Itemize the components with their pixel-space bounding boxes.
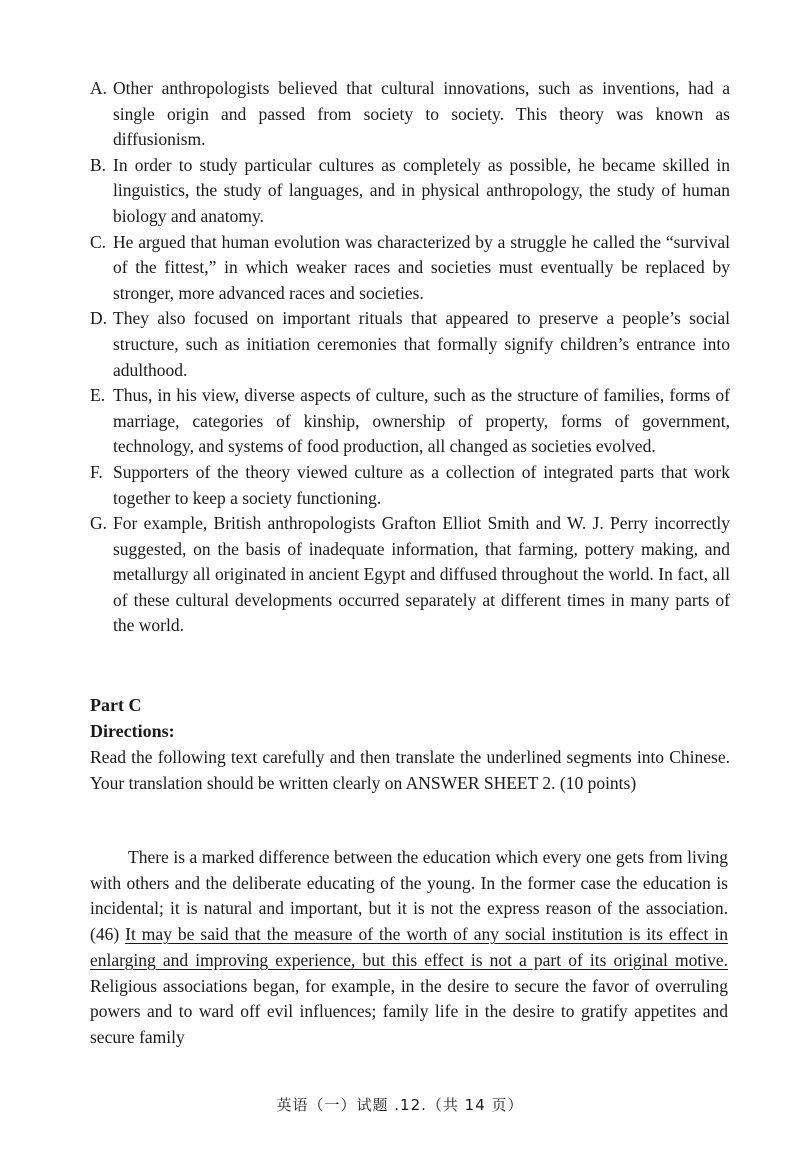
option-letter: D. (90, 308, 108, 329)
option-d (90, 306, 730, 383)
underlined-segment-46: It may be said that the measure of the worth of any social institution is its effect in enlarging and improving experience, but this effect is not a part of its original motive. (90, 924, 729, 970)
part-c-section (90, 692, 730, 796)
option-g (90, 511, 730, 639)
option-letter: G. (90, 513, 108, 534)
option-letter: A. (90, 78, 108, 98)
option-f (90, 460, 730, 511)
option-b (90, 153, 730, 230)
passage-intro: There is a marked difference between the education which every one gets from living with others and the deliberate educating of the young. In the former case the education is incidental; it is natural and important, but it is not the express reason of the association. (46) (90, 847, 728, 945)
directions-label: Directions: (90, 721, 175, 741)
option-text: Other anthropologists believed that cultural innovations, such as inventions, had a single origin and passed from society to society. This theory was known as diffusionism. (113, 78, 730, 150)
option-text: Thus, in his view, diverse aspects of culture, such as the structure of families, forms of marriage, categories of kinship, ownership of property, forms of government, technology, and systems of food production, all changed as societies evolved. (113, 385, 730, 457)
part-title: Part C (90, 695, 142, 715)
option-text: He argued that human evolution was characterized by a struggle he called the “survival of the fittest,” in which weaker races and societies must eventually be replaced by stronger, more advanced races and societies. (113, 231, 730, 303)
page-footer: 英语（一）试题 .12.（共 14 页） (276, 1096, 524, 1114)
option-c (90, 230, 730, 307)
option-text: In order to study particular cultures as completely as possible, he became skilled in linguistics, the study of languages, and in physical anthropology, the study of human biology and anatomy. (113, 154, 730, 226)
option-letter: C. (90, 231, 107, 252)
option-text: Supporters of the theory viewed culture as a collection of integrated parts that work together to keep a society functioning. (113, 461, 730, 508)
options-list (90, 76, 730, 639)
option-text: They also focused on important rituals that appeared to preserve a people’s social structure, such as initiation ceremonies that formally signify children’s entrance into adulthood. (113, 308, 730, 380)
option-text: For example, British anthropologists Grafton Elliot Smith and W. J. Perry incorrectly suggested, on the basis of inadequate information, that farming, pottery making, and metallurgy all originated in ancient Egypt and diffused throughout the world. In fact, all of these cultural developments occurred separately at different times in many parts of the world. (113, 513, 730, 636)
option-a (90, 76, 730, 153)
passage-continuation: Religious associations began, for example, in the desire to secure the favor of overruling powers and to ward off evil influences; family life in the desire to gratify appetites and secure family (90, 975, 728, 1047)
option-letter: F. (90, 461, 103, 482)
option-e (90, 383, 730, 460)
passage (90, 845, 728, 1051)
directions-text: Read the following text carefully and then translate the underlined segments into Chinese. Your translation should be written clearly on ANSWER SHEET 2. (10 points) (90, 747, 730, 793)
option-letter: B. (90, 154, 107, 175)
option-letter: E. (90, 385, 106, 406)
